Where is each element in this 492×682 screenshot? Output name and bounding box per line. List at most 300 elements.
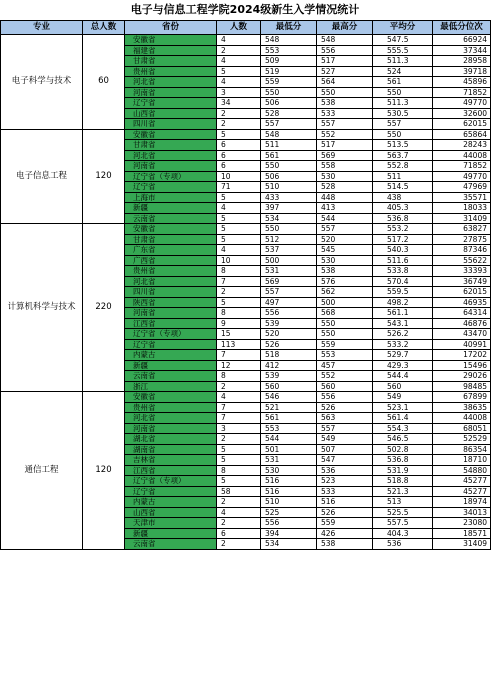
count-cell: 5 [217, 66, 261, 77]
max-score-cell: 560 [317, 381, 373, 392]
province-cell: 四川省 [125, 119, 217, 130]
min-rank-cell: 43470 [433, 329, 491, 340]
min-rank-cell: 98485 [433, 381, 491, 392]
count-cell: 6 [217, 140, 261, 151]
max-score-cell: 552 [317, 371, 373, 382]
avg-score-cell: 404.3 [373, 528, 433, 539]
max-score-cell: 547 [317, 455, 373, 466]
max-score-cell: 448 [317, 192, 373, 203]
min-score-cell: 433 [261, 192, 317, 203]
count-cell: 6 [217, 528, 261, 539]
min-rank-cell: 45896 [433, 77, 491, 88]
count-cell: 6 [217, 150, 261, 161]
province-cell: 广西省 [125, 255, 217, 266]
min-rank-cell: 15496 [433, 360, 491, 371]
province-cell: 安徽省 [125, 129, 217, 140]
min-rank-cell: 40991 [433, 339, 491, 350]
max-score-cell: 563 [317, 413, 373, 424]
avg-score-cell: 517.2 [373, 234, 433, 245]
province-cell: 甘肃省 [125, 56, 217, 67]
min-score-cell: 539 [261, 371, 317, 382]
min-rank-cell: 87346 [433, 245, 491, 256]
max-score-cell: 520 [317, 234, 373, 245]
min-score-cell: 550 [261, 224, 317, 235]
province-cell: 吉林省 [125, 455, 217, 466]
max-score-cell: 550 [317, 318, 373, 329]
min-rank-cell: 39718 [433, 66, 491, 77]
header-row [1, 21, 491, 35]
max-score-cell: 558 [317, 161, 373, 172]
max-score-cell: 553 [317, 350, 373, 361]
avg-score-cell: 561 [373, 77, 433, 88]
avg-score-cell: 550 [373, 87, 433, 98]
avg-score-cell: 540.3 [373, 245, 433, 256]
avg-score-cell: 533.8 [373, 266, 433, 277]
min-rank-cell: 68051 [433, 423, 491, 434]
province-cell: 新疆 [125, 203, 217, 214]
min-rank-cell: 44008 [433, 150, 491, 161]
min-score-cell: 548 [261, 35, 317, 46]
min-rank-cell: 63827 [433, 224, 491, 235]
province-cell: 辽宁省 [125, 98, 217, 109]
min-score-cell: 557 [261, 119, 317, 130]
min-score-cell: 553 [261, 45, 317, 56]
min-rank-cell: 49770 [433, 171, 491, 182]
avg-score-cell: 544.4 [373, 371, 433, 382]
max-score-cell: 530 [317, 255, 373, 266]
min-rank-cell: 55622 [433, 255, 491, 266]
avg-score-cell: 523.1 [373, 402, 433, 413]
province-cell: 山西省 [125, 108, 217, 119]
min-score-cell: 556 [261, 518, 317, 529]
min-rank-cell: 45277 [433, 476, 491, 487]
province-cell: 广东省 [125, 245, 217, 256]
table-row [1, 224, 491, 235]
min-score-cell: 509 [261, 56, 317, 67]
min-score-cell: 501 [261, 444, 317, 455]
max-score-cell: 526 [317, 402, 373, 413]
min-rank-cell: 28243 [433, 140, 491, 151]
major-cell: 电子信息工程 [1, 129, 83, 224]
min-rank-cell: 35571 [433, 192, 491, 203]
max-score-cell: 557 [317, 423, 373, 434]
avg-score-cell: 511.3 [373, 98, 433, 109]
count-cell: 10 [217, 255, 261, 266]
avg-score-cell: 570.4 [373, 276, 433, 287]
province-cell: 福建省 [125, 45, 217, 56]
min-rank-cell: 52529 [433, 434, 491, 445]
province-cell: 河南省 [125, 308, 217, 319]
count-cell: 2 [217, 381, 261, 392]
min-score-cell: 506 [261, 171, 317, 182]
max-score-cell: 569 [317, 150, 373, 161]
max-score-cell: 550 [317, 87, 373, 98]
min-score-cell: 500 [261, 255, 317, 266]
total-cell: 120 [83, 392, 125, 550]
avg-score-cell: 559.5 [373, 287, 433, 298]
min-rank-cell: 38635 [433, 402, 491, 413]
count-cell: 4 [217, 35, 261, 46]
avg-score-cell: 536.8 [373, 213, 433, 224]
avg-score-cell: 529.7 [373, 350, 433, 361]
max-score-cell: 528 [317, 182, 373, 193]
avg-score-cell: 553.2 [373, 224, 433, 235]
min-rank-cell: 46935 [433, 297, 491, 308]
count-cell: 2 [217, 108, 261, 119]
count-cell: 5 [217, 213, 261, 224]
avg-score-cell: 546.5 [373, 434, 433, 445]
min-rank-cell: 65864 [433, 129, 491, 140]
avg-score-cell: 536.8 [373, 455, 433, 466]
count-cell: 2 [217, 45, 261, 56]
min-score-cell: 511 [261, 140, 317, 151]
max-score-cell: 545 [317, 245, 373, 256]
max-score-cell: 517 [317, 56, 373, 67]
max-score-cell: 538 [317, 539, 373, 550]
count-cell: 8 [217, 465, 261, 476]
province-cell: 云南省 [125, 539, 217, 550]
province-cell: 新疆 [125, 360, 217, 371]
province-cell: 河北省 [125, 77, 217, 88]
count-cell: 2 [217, 119, 261, 130]
max-score-cell: 538 [317, 98, 373, 109]
count-cell: 7 [217, 350, 261, 361]
max-score-cell: 527 [317, 66, 373, 77]
count-cell: 2 [217, 497, 261, 508]
min-score-cell: 539 [261, 318, 317, 329]
max-score-cell: 426 [317, 528, 373, 539]
max-score-cell: 557 [317, 119, 373, 130]
province-cell: 江西省 [125, 318, 217, 329]
count-cell: 71 [217, 182, 261, 193]
count-cell: 5 [217, 297, 261, 308]
min-score-cell: 559 [261, 77, 317, 88]
min-rank-cell: 54880 [433, 465, 491, 476]
min-score-cell: 557 [261, 287, 317, 298]
province-cell: 辽宁省（专项） [125, 171, 217, 182]
min-score-cell: 534 [261, 539, 317, 550]
province-cell: 辽宁省 [125, 182, 217, 193]
avg-score-cell: 531.9 [373, 465, 433, 476]
max-score-cell: 559 [317, 339, 373, 350]
total-cell: 60 [83, 35, 125, 130]
province-cell: 河南省 [125, 161, 217, 172]
min-score-cell: 510 [261, 182, 317, 193]
min-score-cell: 516 [261, 486, 317, 497]
min-rank-cell: 37344 [433, 45, 491, 56]
province-cell: 河南省 [125, 87, 217, 98]
max-score-cell: 559 [317, 518, 373, 529]
min-score-cell: 397 [261, 203, 317, 214]
min-score-cell: 546 [261, 392, 317, 403]
min-rank-cell: 64314 [433, 308, 491, 319]
avg-score-cell: 405.3 [373, 203, 433, 214]
max-score-cell: 557 [317, 224, 373, 235]
avg-score-cell: 561.1 [373, 308, 433, 319]
min-rank-cell: 32600 [433, 108, 491, 119]
count-cell: 34 [217, 98, 261, 109]
max-score-cell: 556 [317, 392, 373, 403]
count-cell: 5 [217, 192, 261, 203]
table-row [1, 35, 491, 46]
max-score-cell: 562 [317, 287, 373, 298]
avg-score-cell: 511.6 [373, 255, 433, 266]
avg-score-cell: 513.5 [373, 140, 433, 151]
province-cell: 内蒙古 [125, 350, 217, 361]
count-cell: 12 [217, 360, 261, 371]
min-rank-cell: 44008 [433, 413, 491, 424]
min-rank-cell: 18974 [433, 497, 491, 508]
col-header-avg-score: 平均分 [373, 21, 433, 35]
min-rank-cell: 36749 [433, 276, 491, 287]
avg-score-cell: 521.3 [373, 486, 433, 497]
min-score-cell: 510 [261, 497, 317, 508]
table-row [1, 129, 491, 140]
max-score-cell: 568 [317, 308, 373, 319]
avg-score-cell: 557.5 [373, 518, 433, 529]
max-score-cell: 548 [317, 35, 373, 46]
count-cell: 5 [217, 476, 261, 487]
min-rank-cell: 47969 [433, 182, 491, 193]
min-rank-cell: 31409 [433, 213, 491, 224]
col-header-province: 省份 [125, 21, 217, 35]
province-cell: 天津市 [125, 518, 217, 529]
total-cell: 120 [83, 129, 125, 224]
count-cell: 7 [217, 402, 261, 413]
province-cell: 安徽省 [125, 35, 217, 46]
min-score-cell: 537 [261, 245, 317, 256]
avg-score-cell: 554.3 [373, 423, 433, 434]
max-score-cell: 544 [317, 213, 373, 224]
max-score-cell: 552 [317, 129, 373, 140]
province-cell: 安徽省 [125, 224, 217, 235]
avg-score-cell: 555.5 [373, 45, 433, 56]
min-score-cell: 569 [261, 276, 317, 287]
avg-score-cell: 563.7 [373, 150, 433, 161]
col-header-max-score: 最高分 [317, 21, 373, 35]
count-cell: 6 [217, 161, 261, 172]
max-score-cell: 457 [317, 360, 373, 371]
table-body [1, 35, 491, 550]
max-score-cell: 536 [317, 465, 373, 476]
min-score-cell: 525 [261, 507, 317, 518]
major-cell: 计算机科学与技术 [1, 224, 83, 392]
min-score-cell: 528 [261, 108, 317, 119]
province-cell: 新疆 [125, 528, 217, 539]
min-rank-cell: 34013 [433, 507, 491, 518]
count-cell: 5 [217, 444, 261, 455]
min-rank-cell: 18710 [433, 455, 491, 466]
min-score-cell: 516 [261, 476, 317, 487]
max-score-cell: 538 [317, 266, 373, 277]
avg-score-cell: 549 [373, 392, 433, 403]
count-cell: 15 [217, 329, 261, 340]
max-score-cell: 533 [317, 486, 373, 497]
max-score-cell: 533 [317, 108, 373, 119]
col-header-total: 总人数 [83, 21, 125, 35]
avg-score-cell: 514.5 [373, 182, 433, 193]
count-cell: 2 [217, 539, 261, 550]
count-cell: 8 [217, 266, 261, 277]
max-score-cell: 556 [317, 45, 373, 56]
count-cell: 8 [217, 371, 261, 382]
count-cell: 2 [217, 434, 261, 445]
province-cell: 辽宁省（专项） [125, 476, 217, 487]
min-rank-cell: 67899 [433, 392, 491, 403]
max-score-cell: 523 [317, 476, 373, 487]
min-rank-cell: 33393 [433, 266, 491, 277]
min-rank-cell: 62015 [433, 119, 491, 130]
avg-score-cell: 547.5 [373, 35, 433, 46]
province-cell: 四川省 [125, 287, 217, 298]
min-score-cell: 544 [261, 434, 317, 445]
province-cell: 辽宁省 [125, 486, 217, 497]
sheet-title: 电子与信息工程学院2024级新生入学情况统计 [130, 3, 360, 16]
min-rank-cell: 17202 [433, 350, 491, 361]
min-rank-cell: 71852 [433, 87, 491, 98]
min-rank-cell: 71852 [433, 161, 491, 172]
count-cell: 8 [217, 308, 261, 319]
max-score-cell: 564 [317, 77, 373, 88]
min-rank-cell: 29026 [433, 371, 491, 382]
min-rank-cell: 28958 [433, 56, 491, 67]
min-score-cell: 560 [261, 381, 317, 392]
min-score-cell: 520 [261, 329, 317, 340]
min-score-cell: 497 [261, 297, 317, 308]
count-cell: 113 [217, 339, 261, 350]
avg-score-cell: 557 [373, 119, 433, 130]
table-row [1, 392, 491, 403]
col-header-min-rank: 最低分位次 [433, 21, 491, 35]
province-cell: 辽宁省 [125, 339, 217, 350]
avg-score-cell: 543.1 [373, 318, 433, 329]
count-cell: 7 [217, 276, 261, 287]
min-score-cell: 412 [261, 360, 317, 371]
count-cell: 10 [217, 171, 261, 182]
min-rank-cell: 18033 [433, 203, 491, 214]
max-score-cell: 526 [317, 507, 373, 518]
avg-score-cell: 561.4 [373, 413, 433, 424]
province-cell: 河北省 [125, 413, 217, 424]
count-cell: 3 [217, 423, 261, 434]
max-score-cell: 516 [317, 497, 373, 508]
count-cell: 2 [217, 518, 261, 529]
count-cell: 2 [217, 287, 261, 298]
province-cell: 湖南省 [125, 444, 217, 455]
min-score-cell: 512 [261, 234, 317, 245]
avg-score-cell: 533.2 [373, 339, 433, 350]
col-header-major: 专业 [1, 21, 83, 35]
province-cell: 安徽省 [125, 392, 217, 403]
avg-score-cell: 550 [373, 129, 433, 140]
min-rank-cell: 31409 [433, 539, 491, 550]
min-score-cell: 394 [261, 528, 317, 539]
province-cell: 陕西省 [125, 297, 217, 308]
avg-score-cell: 518.8 [373, 476, 433, 487]
count-cell: 4 [217, 392, 261, 403]
province-cell: 上海市 [125, 192, 217, 203]
min-score-cell: 526 [261, 339, 317, 350]
province-cell: 贵州省 [125, 402, 217, 413]
min-score-cell: 556 [261, 308, 317, 319]
max-score-cell: 517 [317, 140, 373, 151]
avg-score-cell: 498.2 [373, 297, 433, 308]
min-score-cell: 518 [261, 350, 317, 361]
min-rank-cell: 49770 [433, 98, 491, 109]
count-cell: 4 [217, 245, 261, 256]
province-cell: 云南省 [125, 213, 217, 224]
max-score-cell: 413 [317, 203, 373, 214]
avg-score-cell: 438 [373, 192, 433, 203]
min-rank-cell: 23080 [433, 518, 491, 529]
province-cell: 贵州省 [125, 66, 217, 77]
min-rank-cell: 18571 [433, 528, 491, 539]
avg-score-cell: 502.8 [373, 444, 433, 455]
province-cell: 内蒙古 [125, 497, 217, 508]
count-cell: 5 [217, 224, 261, 235]
min-rank-cell: 66924 [433, 35, 491, 46]
province-cell: 辽宁省（专项） [125, 329, 217, 340]
avg-score-cell: 526.2 [373, 329, 433, 340]
province-cell: 云南省 [125, 371, 217, 382]
min-score-cell: 531 [261, 455, 317, 466]
avg-score-cell: 530.5 [373, 108, 433, 119]
province-cell: 甘肃省 [125, 234, 217, 245]
max-score-cell: 576 [317, 276, 373, 287]
min-score-cell: 550 [261, 87, 317, 98]
province-cell: 河北省 [125, 276, 217, 287]
avg-score-cell: 536 [373, 539, 433, 550]
count-cell: 4 [217, 77, 261, 88]
province-cell: 河南省 [125, 423, 217, 434]
min-score-cell: 548 [261, 129, 317, 140]
max-score-cell: 549 [317, 434, 373, 445]
major-cell: 通信工程 [1, 392, 83, 550]
province-cell: 河北省 [125, 150, 217, 161]
avg-score-cell: 552.8 [373, 161, 433, 172]
min-score-cell: 506 [261, 98, 317, 109]
province-cell: 湖北省 [125, 434, 217, 445]
province-cell: 贵州省 [125, 266, 217, 277]
min-score-cell: 521 [261, 402, 317, 413]
max-score-cell: 507 [317, 444, 373, 455]
avg-score-cell: 560 [373, 381, 433, 392]
avg-score-cell: 513 [373, 497, 433, 508]
province-cell: 山西省 [125, 507, 217, 518]
avg-score-cell: 429.3 [373, 360, 433, 371]
min-rank-cell: 86354 [433, 444, 491, 455]
major-cell: 电子科学与技术 [1, 35, 83, 130]
total-cell: 220 [83, 224, 125, 392]
count-cell: 5 [217, 455, 261, 466]
count-cell: 9 [217, 318, 261, 329]
province-cell: 甘肃省 [125, 140, 217, 151]
max-score-cell: 500 [317, 297, 373, 308]
count-cell: 58 [217, 486, 261, 497]
min-score-cell: 530 [261, 465, 317, 476]
count-cell: 5 [217, 129, 261, 140]
count-cell: 5 [217, 234, 261, 245]
min-score-cell: 550 [261, 161, 317, 172]
col-header-count: 人数 [217, 21, 261, 35]
col-header-min-score: 最低分 [261, 21, 317, 35]
avg-score-cell: 525.5 [373, 507, 433, 518]
min-rank-cell: 45277 [433, 486, 491, 497]
min-score-cell: 553 [261, 423, 317, 434]
avg-score-cell: 511 [373, 171, 433, 182]
count-cell: 7 [217, 413, 261, 424]
min-rank-cell: 27875 [433, 234, 491, 245]
